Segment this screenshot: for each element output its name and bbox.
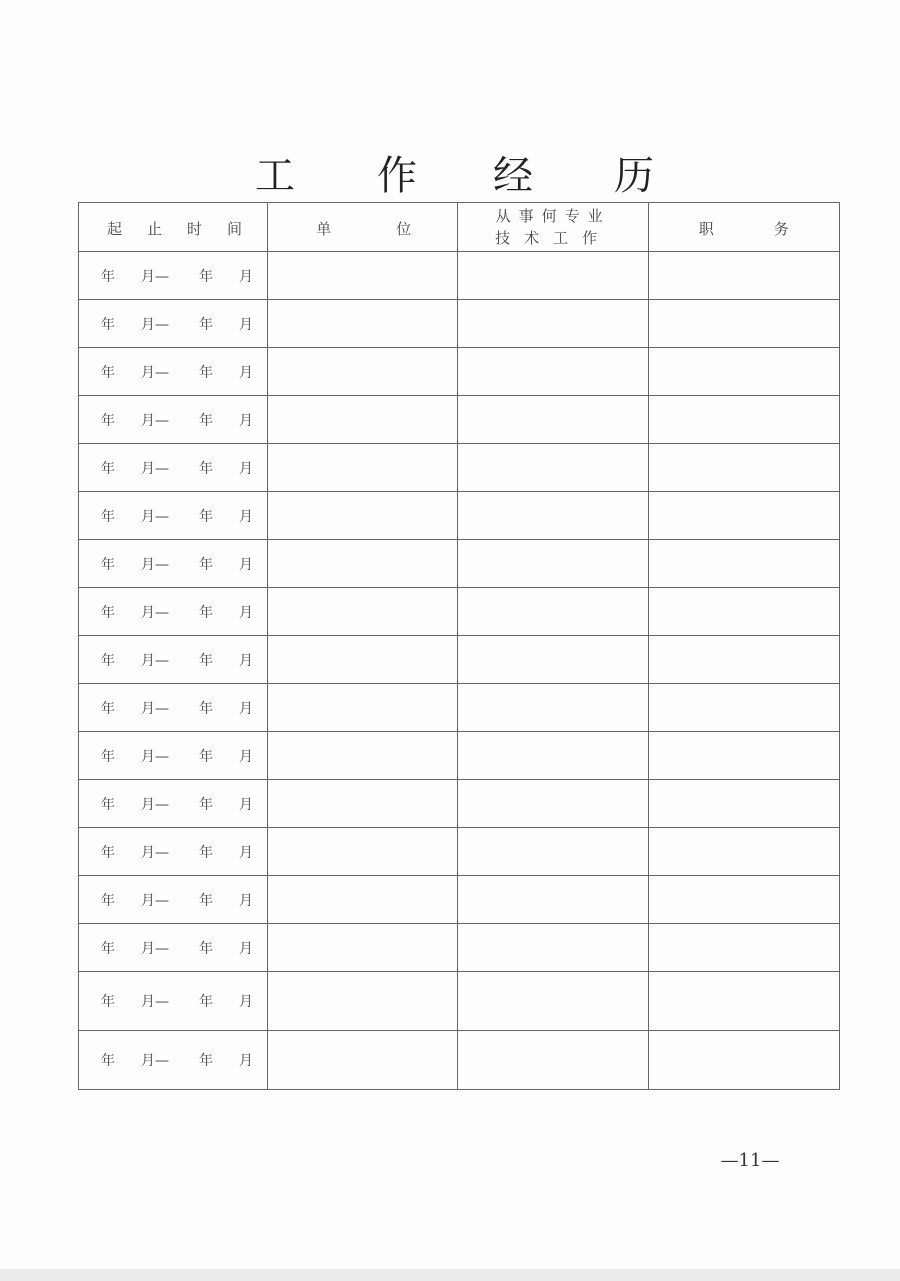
year-from-label: 年 (101, 460, 115, 477)
month-to-label: 月 (239, 940, 253, 957)
year-from-label: 年 (101, 940, 115, 957)
table-row (79, 348, 840, 396)
month-to-label: 月 (239, 652, 253, 669)
table-row (79, 780, 840, 828)
date-range-cell[interactable] (79, 588, 268, 636)
table-row (79, 636, 840, 684)
date-range-cell[interactable] (79, 924, 268, 972)
specialty-cell[interactable] (458, 972, 648, 1031)
month-from-label: 月— (141, 316, 169, 333)
year-to-label: 年 (199, 412, 213, 429)
year-to-label: 年 (199, 1053, 213, 1069)
month-to-label: 月 (239, 364, 253, 381)
month-from-label: 月— (141, 796, 169, 813)
year-from-label: 年 (101, 892, 115, 909)
date-range-cell[interactable] (79, 780, 268, 828)
specialty-cell[interactable] (458, 876, 648, 924)
date-range-cell[interactable] (79, 732, 268, 780)
specialty-cell[interactable] (458, 444, 648, 492)
year-from-label: 年 (101, 652, 115, 669)
month-from-label: 月— (141, 994, 169, 1010)
duty-cell[interactable] (648, 684, 839, 732)
table-row (79, 444, 840, 492)
month-from-label: 月— (141, 364, 169, 381)
unit-cell[interactable] (268, 924, 458, 972)
header-specialty-line2: 技术工作 (495, 229, 612, 247)
duty-cell[interactable] (648, 396, 839, 444)
month-to-label: 月 (239, 460, 253, 477)
date-range-cell[interactable] (79, 396, 268, 444)
year-to-label: 年 (199, 994, 213, 1010)
unit-cell[interactable] (268, 492, 458, 540)
year-from-label: 年 (101, 604, 115, 621)
date-range-cell[interactable] (79, 972, 268, 1031)
specialty-cell[interactable] (458, 348, 648, 396)
title-char: 历 (614, 153, 654, 199)
month-from-label: 月— (141, 652, 169, 669)
month-to-label: 月 (239, 316, 253, 333)
duty-cell[interactable] (648, 636, 839, 684)
table-row (79, 732, 840, 780)
header-specialty-line1: 从事何专业 (495, 207, 611, 225)
unit-cell[interactable] (268, 396, 458, 444)
title-char: 工 (255, 153, 295, 199)
duty-cell[interactable] (648, 300, 839, 348)
specialty-cell[interactable] (458, 252, 648, 300)
specialty-cell[interactable] (458, 396, 648, 444)
unit-cell[interactable] (268, 588, 458, 636)
header-char: 职 (698, 220, 714, 238)
duty-cell[interactable] (648, 828, 839, 876)
date-range-cell[interactable] (79, 252, 268, 300)
page-number: —11— (720, 1150, 780, 1171)
table-row (79, 1031, 840, 1090)
table-row (79, 300, 840, 348)
date-range-cell[interactable] (79, 636, 268, 684)
table-row (79, 588, 840, 636)
month-to-label: 月 (239, 1053, 253, 1069)
specialty-cell[interactable] (458, 540, 648, 588)
header-unit (268, 203, 458, 252)
table-row (79, 924, 840, 972)
table-row (79, 252, 840, 300)
unit-cell[interactable] (268, 684, 458, 732)
year-to-label: 年 (199, 604, 213, 621)
year-to-label: 年 (199, 844, 213, 861)
year-from-label: 年 (101, 1053, 115, 1069)
year-from-label: 年 (101, 844, 115, 861)
unit-cell[interactable] (268, 348, 458, 396)
unit-cell[interactable] (268, 780, 458, 828)
duty-cell[interactable] (648, 972, 839, 1031)
header-char: 止 (147, 220, 163, 238)
header-start-end-time (79, 203, 268, 252)
year-to-label: 年 (199, 268, 213, 285)
work-history-table (78, 202, 840, 1090)
date-range-cell[interactable] (79, 348, 268, 396)
year-to-label: 年 (199, 652, 213, 669)
duty-cell[interactable] (648, 540, 839, 588)
title-char: 经 (493, 153, 533, 199)
month-to-label: 月 (239, 700, 253, 717)
year-from-label: 年 (101, 364, 115, 381)
year-to-label: 年 (199, 700, 213, 717)
unit-cell[interactable] (268, 300, 458, 348)
header-duty (648, 203, 839, 252)
header-specialty (458, 203, 648, 252)
specialty-cell[interactable] (458, 684, 648, 732)
specialty-cell[interactable] (458, 588, 648, 636)
unit-cell[interactable] (268, 876, 458, 924)
duty-cell[interactable] (648, 780, 839, 828)
month-from-label: 月— (141, 940, 169, 957)
duty-cell[interactable] (648, 732, 839, 780)
duty-cell[interactable] (648, 876, 839, 924)
month-to-label: 月 (239, 604, 253, 621)
year-from-label: 年 (101, 412, 115, 429)
header-char: 单 (316, 220, 332, 238)
header-char: 间 (227, 220, 243, 238)
month-to-label: 月 (239, 892, 253, 909)
month-to-label: 月 (239, 748, 253, 765)
year-from-label: 年 (101, 994, 115, 1010)
header-char: 位 (396, 220, 412, 238)
month-to-label: 月 (239, 556, 253, 573)
table-row (79, 972, 840, 1031)
date-range-cell[interactable] (79, 684, 268, 732)
duty-cell[interactable] (648, 444, 839, 492)
date-range-cell[interactable] (79, 300, 268, 348)
duty-cell[interactable] (648, 1031, 839, 1090)
date-range-cell[interactable] (79, 876, 268, 924)
year-to-label: 年 (199, 892, 213, 909)
year-to-label: 年 (199, 364, 213, 381)
header-char: 时 (187, 220, 203, 238)
year-to-label: 年 (199, 316, 213, 333)
duty-cell[interactable] (648, 924, 839, 972)
month-to-label: 月 (239, 844, 253, 861)
unit-cell[interactable] (268, 972, 458, 1031)
scan-edge-band (0, 1269, 900, 1281)
month-to-label: 月 (239, 508, 253, 525)
unit-cell[interactable] (268, 732, 458, 780)
unit-cell[interactable] (268, 444, 458, 492)
month-to-label: 月 (239, 796, 253, 813)
unit-cell[interactable] (268, 636, 458, 684)
duty-cell[interactable] (648, 348, 839, 396)
month-from-label: 月— (141, 748, 169, 765)
table-row (79, 684, 840, 732)
month-to-label: 月 (239, 268, 253, 285)
year-from-label: 年 (101, 700, 115, 717)
specialty-cell[interactable] (458, 924, 648, 972)
year-from-label: 年 (101, 748, 115, 765)
unit-cell[interactable] (268, 540, 458, 588)
table-row (79, 876, 840, 924)
year-from-label: 年 (101, 556, 115, 573)
month-from-label: 月— (141, 700, 169, 717)
unit-cell[interactable] (268, 1031, 458, 1090)
specialty-cell[interactable] (458, 300, 648, 348)
unit-cell[interactable] (268, 252, 458, 300)
specialty-cell[interactable] (458, 636, 648, 684)
header-char: 起 (107, 220, 123, 238)
specialty-cell[interactable] (458, 828, 648, 876)
date-range-cell[interactable] (79, 1031, 268, 1090)
year-to-label: 年 (199, 460, 213, 477)
year-from-label: 年 (101, 508, 115, 525)
month-from-label: 月— (141, 604, 169, 621)
table-body (79, 252, 840, 1090)
year-to-label: 年 (199, 508, 213, 525)
specialty-cell[interactable] (458, 780, 648, 828)
unit-cell[interactable] (268, 828, 458, 876)
month-from-label: 月— (141, 844, 169, 861)
duty-cell[interactable] (648, 492, 839, 540)
table-row (79, 396, 840, 444)
month-from-label: 月— (141, 556, 169, 573)
specialty-cell[interactable] (458, 492, 648, 540)
month-from-label: 月— (141, 1053, 169, 1069)
specialty-cell[interactable] (458, 732, 648, 780)
date-range-cell[interactable] (79, 540, 268, 588)
date-range-cell[interactable] (79, 492, 268, 540)
year-from-label: 年 (101, 268, 115, 285)
title-char: 作 (377, 153, 417, 199)
specialty-cell[interactable] (458, 1031, 648, 1090)
year-to-label: 年 (199, 796, 213, 813)
month-from-label: 月— (141, 268, 169, 285)
date-range-cell[interactable] (79, 444, 268, 492)
year-from-label: 年 (101, 316, 115, 333)
table-row (79, 540, 840, 588)
date-range-cell[interactable] (79, 828, 268, 876)
year-to-label: 年 (199, 748, 213, 765)
year-from-label: 年 (101, 796, 115, 813)
page-title (0, 150, 900, 202)
duty-cell[interactable] (648, 588, 839, 636)
month-from-label: 月— (141, 460, 169, 477)
month-from-label: 月— (141, 412, 169, 429)
month-to-label: 月 (239, 412, 253, 429)
duty-cell[interactable] (648, 252, 839, 300)
month-from-label: 月— (141, 892, 169, 909)
year-to-label: 年 (199, 556, 213, 573)
table-header-row (79, 203, 840, 252)
header-char: 务 (773, 220, 789, 238)
month-from-label: 月— (141, 508, 169, 525)
table-row (79, 492, 840, 540)
table-row (79, 828, 840, 876)
month-to-label: 月 (239, 994, 253, 1010)
year-to-label: 年 (199, 940, 213, 957)
